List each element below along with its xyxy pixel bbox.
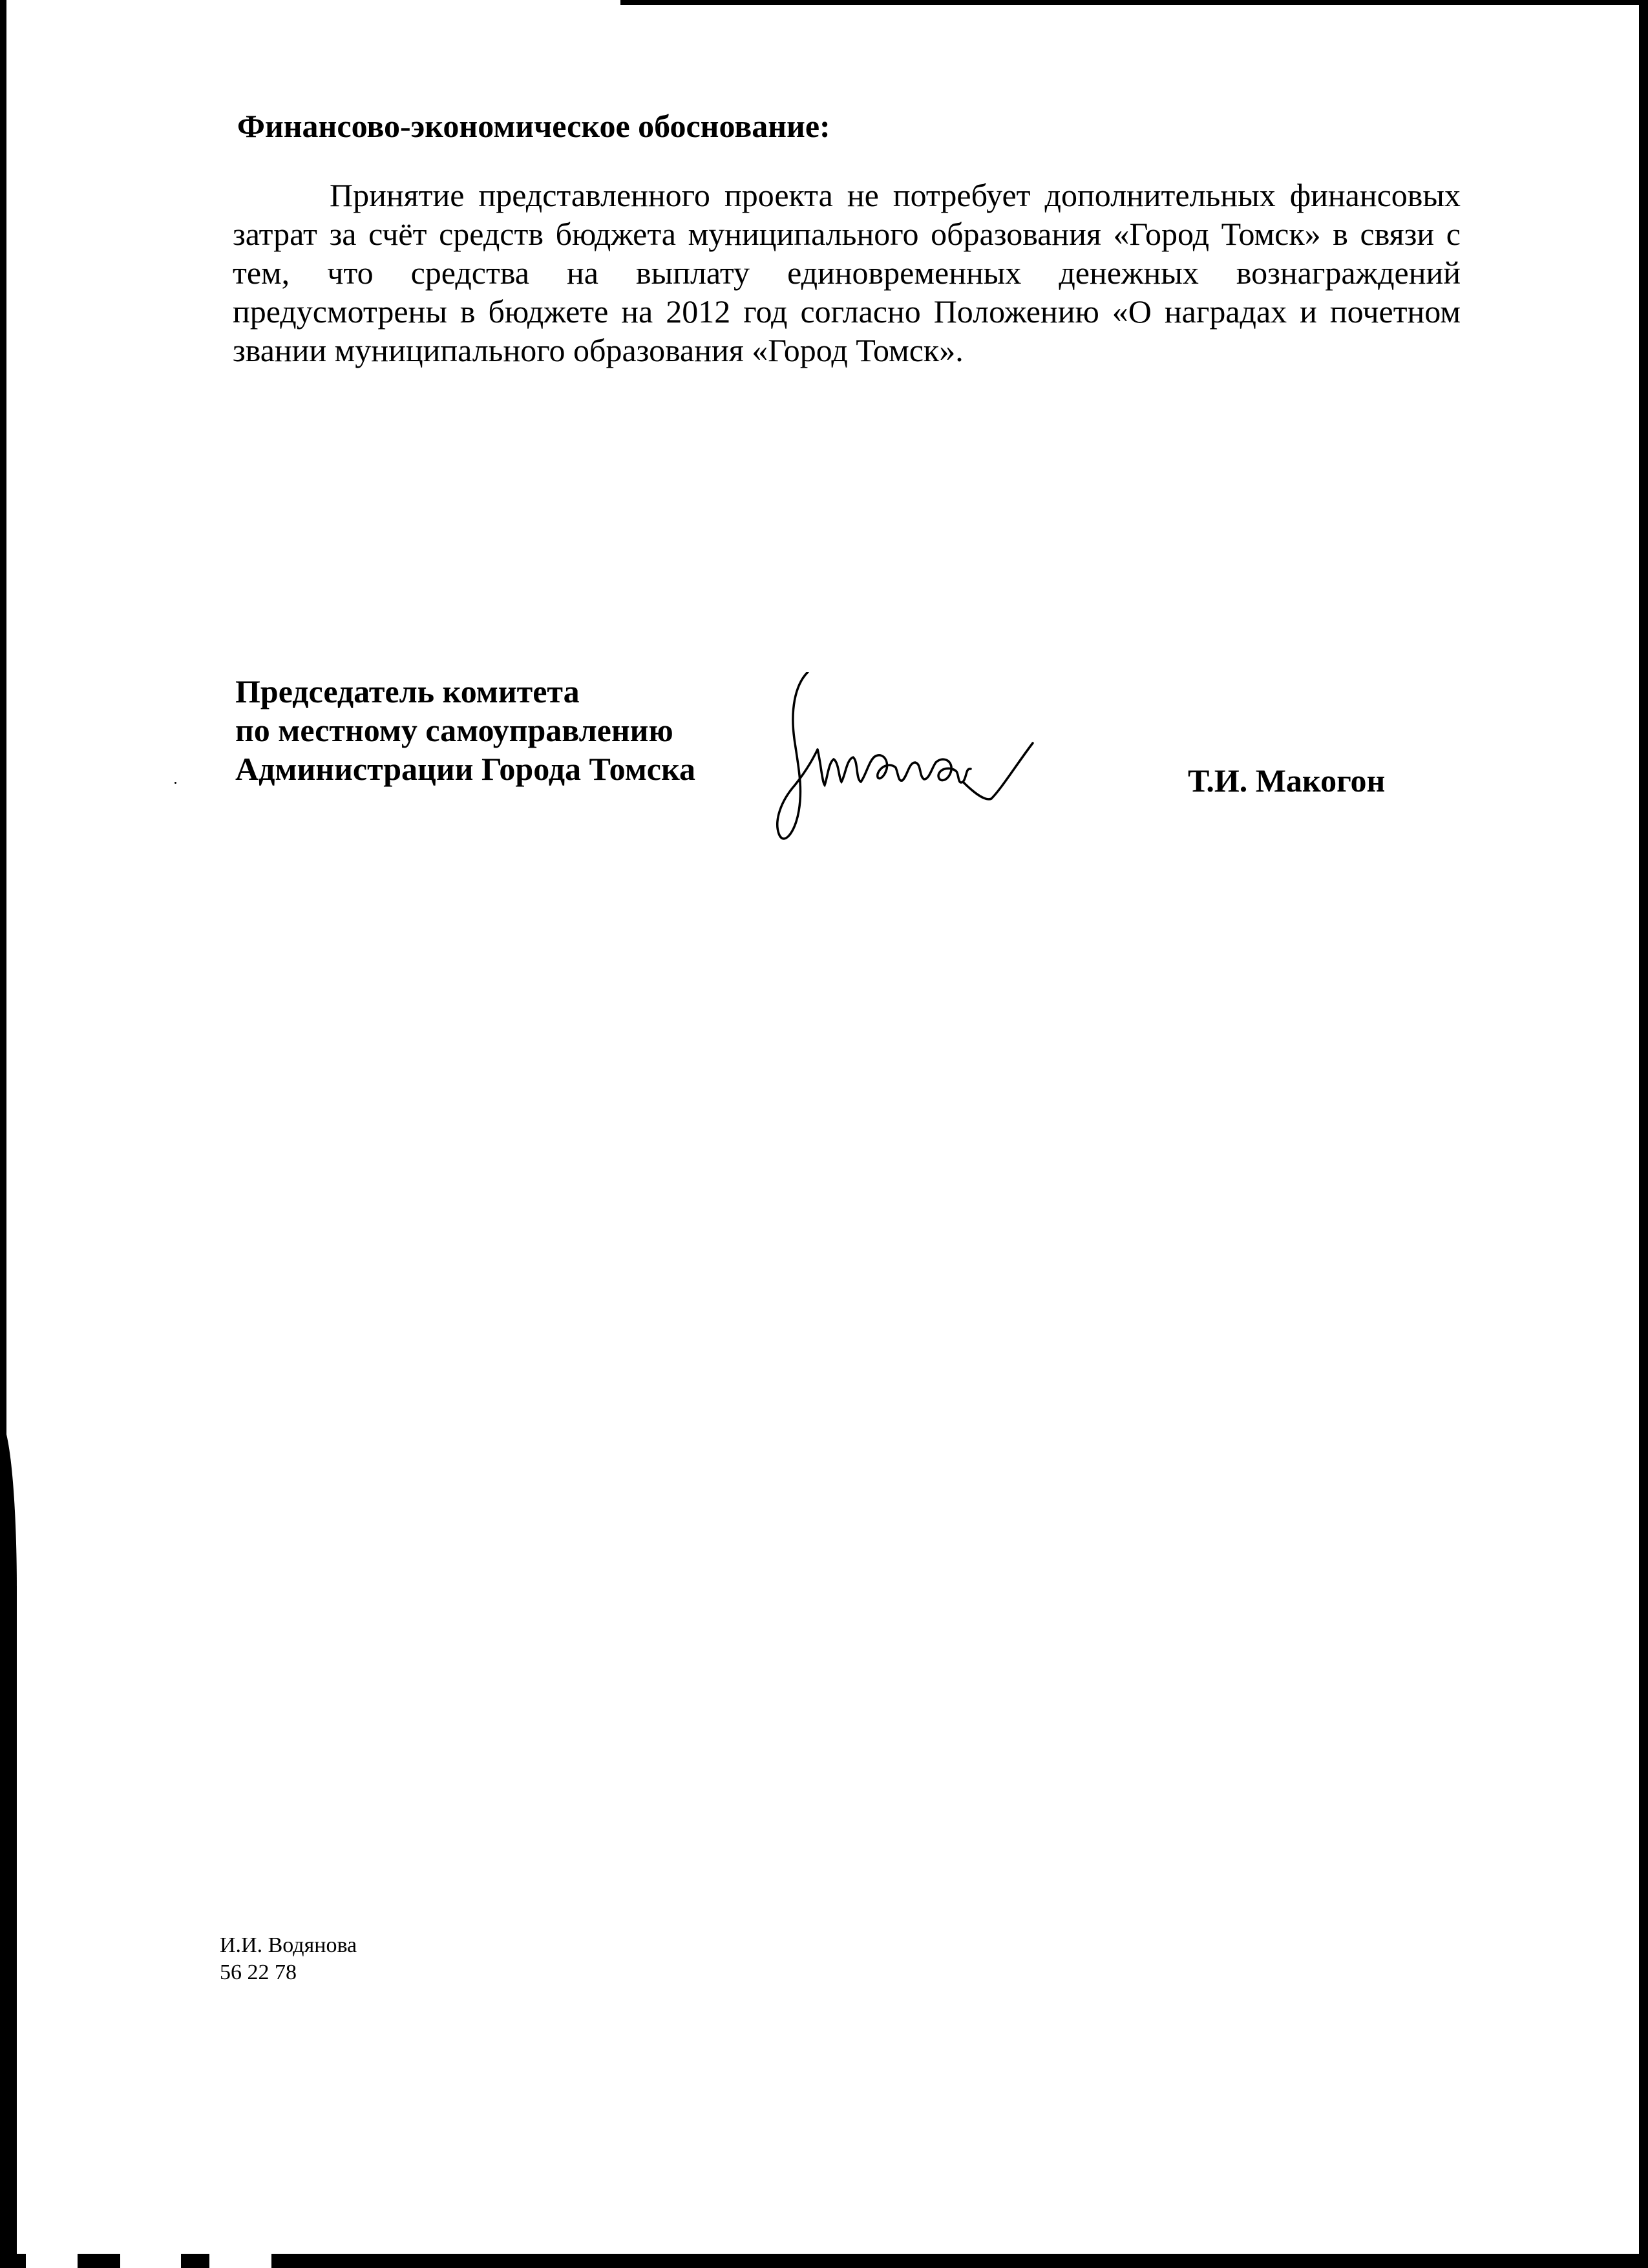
signatory-name: Т.И. Макогон (1188, 762, 1386, 799)
body-paragraph: Принятие представленного проекта не потребует дополнительных финансовых затрат за счёт средств бюджета муниципального образования «Город Томск» в связи с тем, что средства на выплату единовременных денежных вознаграждений предусмотрены в бюджете на 2012 год согласно Положению «О наградах и почетном звании муниципального образования «Город Томск». (233, 177, 1461, 368)
executor-info (220, 1932, 357, 1986)
scan-bottom-mark (181, 2254, 209, 2268)
signatory-title-line: Администрации Города Томска (235, 751, 696, 787)
scan-bottom-mark (0, 2254, 26, 2268)
section-heading: Финансово-экономическое обоснование: (237, 108, 830, 144)
signatory-title (235, 672, 695, 788)
executor-name: И.И. Водянова (220, 1933, 357, 1957)
signatory-title-line: по местному самоуправлению (235, 712, 673, 748)
scan-bottom-mark (271, 2254, 1648, 2268)
signatory-title-line: Председатель комитета (235, 673, 580, 709)
handwritten-signature-icon (769, 672, 1041, 859)
scan-edge-top (620, 0, 1648, 5)
scan-speck (174, 782, 176, 784)
scan-bottom-mark (78, 2254, 120, 2268)
executor-phone: 56 22 78 (220, 1960, 297, 1984)
scan-edge-right (1639, 0, 1648, 2268)
scan-edge-left-bulge (0, 1422, 17, 2268)
